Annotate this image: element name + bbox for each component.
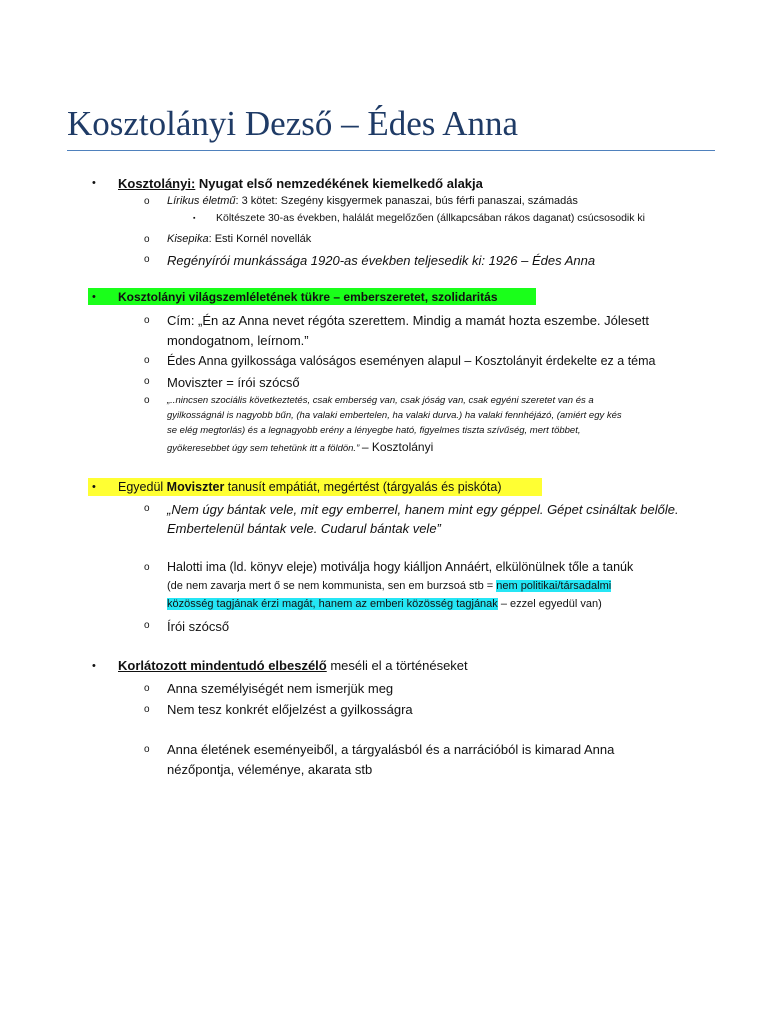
section-1-item-1 xyxy=(167,196,578,207)
section-3-item-2-line-3 xyxy=(167,599,602,610)
section-4-item-3-line-1: Anna életének eseményeiből, a tárgyalásból és a narrációból is kimarad Anna xyxy=(167,742,615,757)
section-4-heading-a: Korlátozott mindentudó elbeszélő xyxy=(118,658,327,673)
section-2-item-1-line-2: mondogatnom, leírnom.” xyxy=(167,333,309,348)
bullet-disc: • xyxy=(92,481,96,493)
bullet-circle: o xyxy=(144,315,150,326)
section-2-item-1-line-1: Cím: „Én az Anna nevet régóta szerettem. Mindig a mamát hozta eszembe. Jólesett xyxy=(167,313,649,328)
section-1-item-2 xyxy=(167,234,311,245)
bullet-circle: o xyxy=(144,196,150,207)
section-2-quote-line-3: se elég megtorlás) és a legnagyobb erény a lényegbe ható, figyelmes tiszta szívűség, mert többet, xyxy=(167,425,581,436)
bullet-circle: o xyxy=(144,562,150,573)
section-3-heading-a: Egyedül xyxy=(118,480,167,494)
section-1-item-3: Regényírói munkássága 1920-as években teljesedik ki: 1926 – Édes Anna xyxy=(167,253,596,268)
bullet-circle: o xyxy=(144,503,150,514)
bullet-disc: • xyxy=(92,177,96,189)
bullet-circle: o xyxy=(144,395,150,406)
bullet-circle: o xyxy=(144,683,150,694)
bullet-circle: o xyxy=(144,355,150,366)
section-3-item-2-line-1: Halotti ima (ld. könyv eleje) motiválja hogy kiálljon Annáért, elkülönülnek tőle a tanúk xyxy=(167,560,634,574)
section-2-item-3: Moviszter = írói szócső xyxy=(167,375,300,390)
section-4-heading xyxy=(118,659,468,672)
bullet-square: ▪ xyxy=(193,215,196,222)
section-3-item-2-line-3b: – ezzel egyedül van) xyxy=(497,598,602,610)
section-3-heading-c: tanusít empátiát, megértést (tárgyalás és piskóta) xyxy=(224,480,502,494)
section-4-heading-b: meséli el a történéseket xyxy=(326,658,468,673)
section-2-item-2: Édes Anna gyilkossága valóságos eseményen alapul – Kosztolányit érdekelte ez a téma xyxy=(167,354,656,368)
bullet-disc: • xyxy=(92,291,96,303)
section-2-quote-line-1: „..nincsen szociális következtetés, csak emberség van, csak jóság van, csak egyéni szeretet van és a xyxy=(167,395,594,406)
section-1-heading xyxy=(118,177,483,190)
bullet-circle: o xyxy=(144,620,150,631)
section-2-quote-line-2: gyilkosságnál is nagyobb bűn, (ha valaki embertelen, ha valaki durva.) ha valaki fennhéjázó, (amiért egy kés xyxy=(167,410,622,421)
section-1-item-2-label: Kisepika xyxy=(167,233,209,245)
section-3-heading-b: Moviszter xyxy=(166,480,225,494)
quote-text: gyökeresebbet úgy sem tehetünk itt a földön.” xyxy=(167,443,362,454)
bullet-circle: o xyxy=(144,744,150,755)
section-4-item-1: Anna személyiségét nem ismerjük meg xyxy=(167,681,394,696)
section-3-item-3: Írói szócső xyxy=(167,619,230,634)
title-underline xyxy=(67,150,715,151)
section-1-item-1-rest: : 3 kötet: Szegény kisgyermek panaszai, bús férfi panaszai, számadás xyxy=(235,195,578,207)
document-title: Kosztolányi Dezső – Édes Anna xyxy=(67,104,519,143)
section-3-item-1-line-1: „Nem úgy bántak vele, mit egy emberrel, hanem mint egy géppel. Gépet csináltak belőle. xyxy=(167,502,679,517)
section-2-quote-line-4 xyxy=(167,441,433,454)
bullet-circle: o xyxy=(144,704,150,715)
section-4-item-2: Nem tesz konkrét előjelzést a gyilkosságra xyxy=(167,702,413,717)
section-4-item-3-line-2: nézőpontja, véleménye, akarata stb xyxy=(167,762,373,777)
bullet-circle: o xyxy=(144,234,150,245)
bullet-circle: o xyxy=(144,376,150,387)
section-2-heading: Kosztolányi világszemléletének tükre – emberszeretet, szolidaritás xyxy=(118,290,498,304)
bullet-disc: • xyxy=(92,660,96,672)
bullet-circle: o xyxy=(144,254,150,265)
section-3-item-2-line-2 xyxy=(167,581,611,592)
section-1-item-1-sub: Költészete 30-as években, halálát megelőzően (állkapcsában rákos daganat) csúcsosodik ki xyxy=(216,212,646,224)
section-1-item-2-rest: : Esti Kornél novellák xyxy=(208,233,312,245)
section-1-item-1-label: Lírikus életmű xyxy=(167,195,236,207)
section-1-heading-prefix: Kosztolányi: xyxy=(118,176,196,191)
quote-author: – Kosztolányi xyxy=(361,440,434,454)
section-3-heading xyxy=(118,481,502,494)
section-3-item-2-line-2a: (de nem zavarja mert ő se nem kommunista, sen em burzsoá stb = xyxy=(167,580,497,592)
highlight-cyan: nem politikai/társadalmi xyxy=(496,580,612,592)
section-1-heading-rest: Nyugat első nemzedékének kiemelkedő alakja xyxy=(195,176,483,191)
section-3-item-1-line-2: Embertelenül bántak vele. Cudarul bántak vele” xyxy=(167,521,441,536)
highlight-cyan: közösség tagjának érzi magát, hanem az emberi közösség tagjának xyxy=(167,598,498,610)
